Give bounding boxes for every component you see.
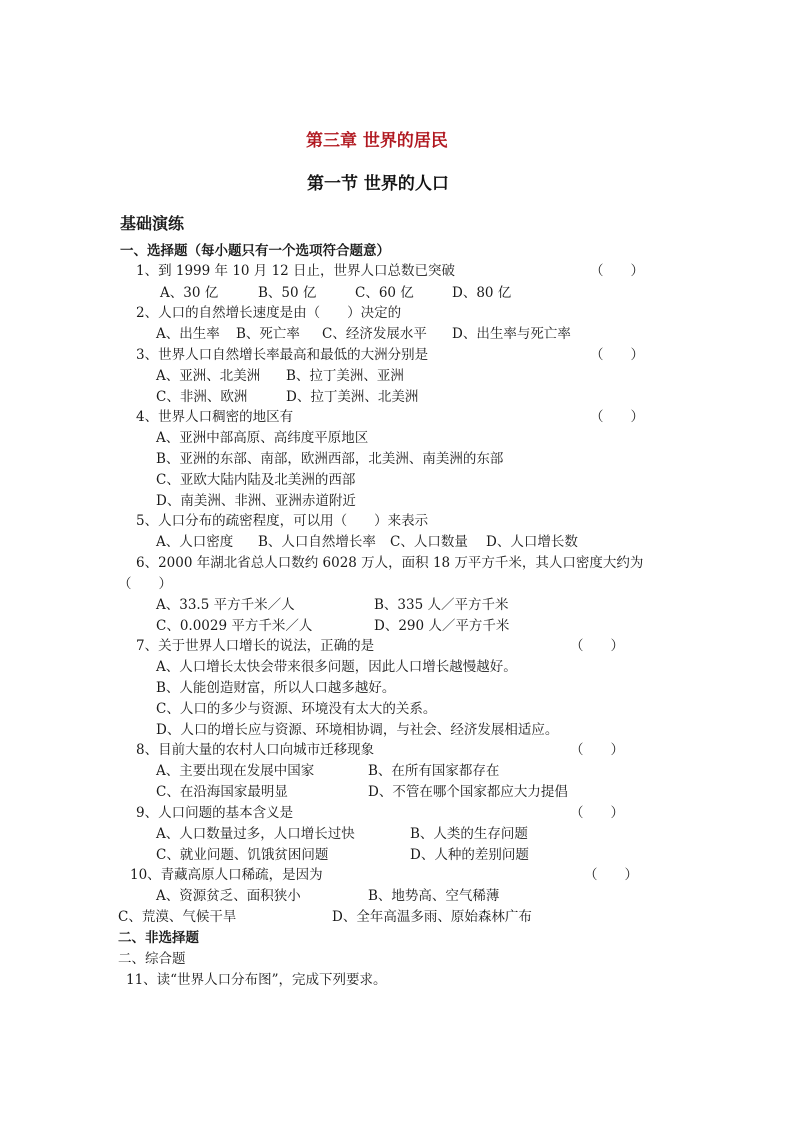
question-10-answer-paren: （ ）	[584, 867, 638, 883]
part2-subheading: 二、综合题	[118, 951, 186, 967]
q2-option-c: C、经济发展水平	[322, 326, 427, 342]
q10-option-a: A、资源贫乏、面积狭小	[156, 888, 301, 904]
q5-option-c: C、人口数量	[390, 534, 468, 550]
question-7-stem: 7、关于世界人口增长的说法，正确的是	[136, 638, 375, 654]
question-2-stem: 2、人口的自然增长速度是由（ ）决定的	[136, 305, 402, 321]
question-11-stem: 11、读“世界人口分布图”，完成下列要求。	[126, 972, 387, 988]
question-10-stem: 10、青藏高原人口稀疏，是因为	[130, 867, 323, 883]
q10-option-d: D、全年高温多雨、原始森林广布	[332, 909, 532, 925]
question-9-answer-paren: （ ）	[570, 805, 624, 821]
q10-option-b: B、地势高、空气稀薄	[368, 888, 500, 904]
q3-option-d: D、拉丁美洲、北美洲	[286, 389, 419, 405]
q3-option-c: C、非洲、欧洲	[156, 389, 248, 405]
q1-option-a: A、30 亿	[160, 285, 219, 301]
q5-option-d: D、人口增长数	[486, 534, 578, 550]
q6-option-a: A、33.5 平方千米／人	[156, 597, 295, 613]
question-5-stem: 5、人口分布的疏密程度，可以用（ ）来表示	[136, 513, 429, 529]
question-8-answer-paren: （ ）	[570, 742, 624, 758]
q8-option-c: C、在沿海国家最明显	[156, 784, 288, 800]
question-4-stem: 4、世界人口稠密的地区有	[136, 409, 294, 425]
q9-option-b: B、人类的生存问题	[410, 826, 528, 842]
q7-option-c: C、人口的多少与资源、环境没有太大的关系。	[156, 701, 437, 717]
q8-option-b: B、在所有国家都存在	[368, 763, 500, 779]
chapter-title: 第三章 世界的居民	[306, 131, 448, 151]
q7-option-d: D、人口的增长应与资源、环境相协调，与社会、经济发展相适应。	[156, 722, 559, 738]
q9-option-d: D、人种的差别问题	[410, 847, 529, 863]
question-3-answer-paren: （ ）	[590, 347, 644, 363]
question-4-answer-paren: （ ）	[590, 409, 644, 425]
question-1-stem: 1、到 1999 年 10 月 12 日止，世界人口总数已突破	[136, 263, 456, 279]
q4-option-b: B、亚洲的东部、南部，欧洲西部，北美洲、南美洲的东部	[156, 451, 504, 467]
q6-option-c: C、0.0029 平方千米／人	[156, 618, 313, 634]
q3-option-b: B、拉丁美洲、亚洲	[286, 368, 404, 384]
q6-option-b: B、335 人／平方千米	[374, 597, 509, 613]
section-title: 第一节 世界的人口	[307, 174, 449, 194]
q6-option-d: D、290 人／平方千米	[374, 618, 510, 634]
question-8-stem: 8、目前大量的农村人口向城市迁移现象	[136, 742, 375, 758]
q1-option-b: B、50 亿	[258, 285, 317, 301]
q1-option-d: D、80 亿	[452, 285, 512, 301]
q5-option-b: B、人口自然增长率	[258, 534, 376, 550]
practice-heading: 基础演练	[120, 214, 185, 233]
q7-option-a: A、人口增长太快会带来很多问题，因此人口增长越慢越好。	[156, 659, 517, 675]
q5-option-a: A、人口密度	[156, 534, 234, 550]
q3-option-a: A、亚洲、北美洲	[156, 368, 261, 384]
q2-option-a: A、出生率	[156, 326, 220, 342]
question-3-stem: 3、世界人口自然增长率最高和最低的大洲分别是	[136, 347, 429, 363]
q4-option-c: C、亚欧大陆内陆及北美洲的西部	[156, 472, 356, 488]
question-6-stem: 6、2000 年湖北省总人口数约 6028 万人，面积 18 万平方千米，其人口密度大约为	[136, 555, 644, 571]
part2-heading: 二、非选择题	[118, 930, 199, 946]
q4-option-d: D、南美洲、非洲、亚洲赤道附近	[156, 493, 356, 509]
q2-option-d: D、出生率与死亡率	[452, 326, 571, 342]
q2-option-b: B、死亡率	[236, 326, 300, 342]
q9-option-a: A、人口数量过多，人口增长过快	[156, 826, 355, 842]
question-7-answer-paren: （ ）	[570, 638, 624, 654]
q8-option-d: D、不管在哪个国家都应大力提倡	[368, 784, 568, 800]
q1-option-c: C、60 亿	[355, 285, 414, 301]
part1-heading: 一、选择题（每小题只有一个选项符合题意）	[120, 243, 390, 259]
q10-option-c: C、荒漠、气候干旱	[118, 909, 237, 925]
question-1-answer-paren: （ ）	[590, 263, 644, 279]
q4-option-a: A、亚洲中部高原、高纬度平原地区	[156, 430, 369, 446]
q7-option-b: B、人能创造财富，所以人口越多越好。	[156, 680, 396, 696]
question-9-stem: 9、人口问题的基本含义是	[136, 805, 294, 821]
q9-option-c: C、就业问题、饥饿贫困问题	[156, 847, 329, 863]
q8-option-a: A、主要出现在发展中国家	[156, 763, 315, 779]
question-6-answer-paren: （ ）	[118, 576, 172, 592]
